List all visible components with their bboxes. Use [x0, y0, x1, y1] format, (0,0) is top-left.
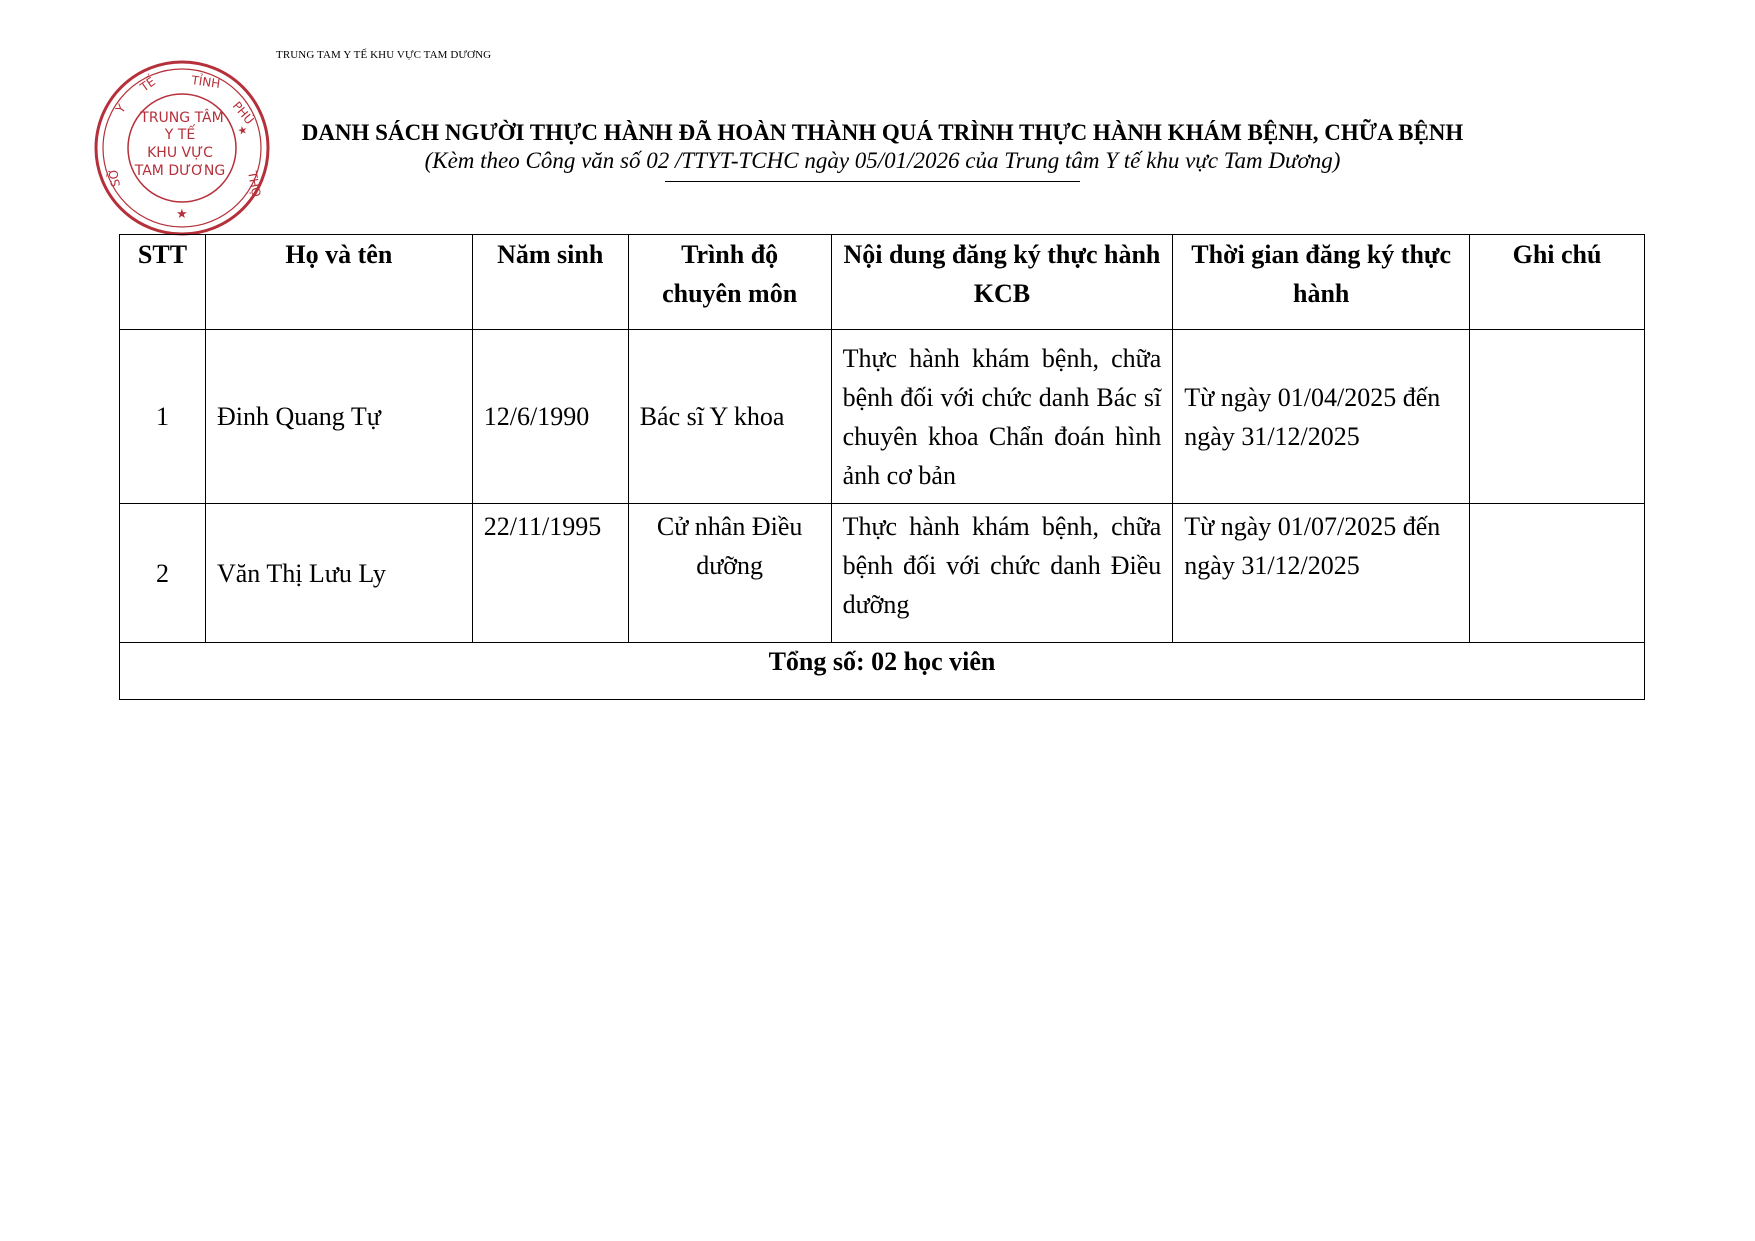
- svg-text:SỞ: SỞ: [105, 167, 123, 188]
- cell-note: [1470, 330, 1645, 504]
- svg-text:KHU VỰC: KHU VỰC: [147, 145, 213, 161]
- table-row: [120, 504, 1645, 643]
- document-title: DANH SÁCH NGƯỜI THỰC HÀNH ĐÃ HOÀN THÀNH QUÁ TRÌNH THỰC HÀNH KHÁM BỆNH, CHỮA BỆNH: [301, 120, 1464, 145]
- cell-birth: 22/11/1995: [472, 504, 628, 643]
- svg-text:★: ★: [234, 123, 251, 139]
- cell-period: Từ ngày 01/04/2025 đến ngày 31/12/2025: [1173, 330, 1470, 504]
- header-birth: Năm sinh: [472, 235, 628, 330]
- svg-text:TỈNH: TỈNH: [190, 73, 222, 91]
- svg-text:TẾ: TẾ: [137, 74, 158, 95]
- table-header-row: [120, 235, 1645, 330]
- table-total-row: [120, 643, 1645, 700]
- svg-text:Y TẾ: Y TẾ: [164, 127, 196, 143]
- subtitle-underline: [665, 181, 1080, 182]
- cell-period: Từ ngày 01/07/2025 đến ngày 31/12/2025: [1173, 504, 1470, 643]
- cell-content: Thực hành khám bệnh, chữa bệnh đối với chức danh Bác sĩ chuyên khoa Chẩn đoán hình ảnh cơ bản: [831, 330, 1173, 504]
- header-note: Ghi chú: [1470, 235, 1645, 330]
- svg-text:Y: Y: [112, 101, 129, 116]
- svg-text:TAM DƯƠNG: TAM DƯƠNG: [134, 163, 226, 179]
- document-subtitle: (Kèm theo Công văn số 02 /TTYT-TCHC ngày 05/01/2026 của Trung tâm Y tế khu vực Tam Dương): [424, 148, 1341, 173]
- cell-stt: 2: [120, 504, 206, 643]
- header-content: Nội dung đăng ký thực hành KCB: [831, 235, 1173, 330]
- total-count: Tổng số: 02 học viên: [120, 643, 1645, 700]
- cell-birth: 12/6/1990: [472, 330, 628, 504]
- cell-stt: 1: [120, 330, 206, 504]
- cell-name: Đinh Quang Tự: [205, 330, 472, 504]
- cell-content: Thực hành khám bệnh, chữa bệnh đối với chức danh Điều dưỡng: [831, 504, 1173, 643]
- header-name: Họ và tên: [205, 235, 472, 330]
- cell-name: Văn Thị Lưu Ly: [205, 504, 472, 643]
- header-period: Thời gian đăng ký thực hành: [1173, 235, 1470, 330]
- table-row: [120, 330, 1645, 504]
- header-qualification: Trình độ chuyên môn: [628, 235, 831, 330]
- cell-note: [1470, 504, 1645, 643]
- svg-text:★: ★: [176, 207, 188, 222]
- cell-qualification: Bác sĩ Y khoa: [628, 330, 831, 504]
- header-stt: STT: [120, 235, 206, 330]
- organization-header: TRUNG TAM Y TẾ KHU VỰC TAM DƯƠNG: [276, 49, 492, 61]
- svg-text:THỌ: THỌ: [245, 170, 264, 198]
- trainee-table: [119, 234, 1645, 700]
- svg-text:TRUNG TÂM: TRUNG TÂM: [140, 110, 224, 126]
- svg-text:PHÚ: PHÚ: [229, 98, 257, 128]
- cell-qualification: Cử nhân Điều dưỡng: [628, 504, 831, 643]
